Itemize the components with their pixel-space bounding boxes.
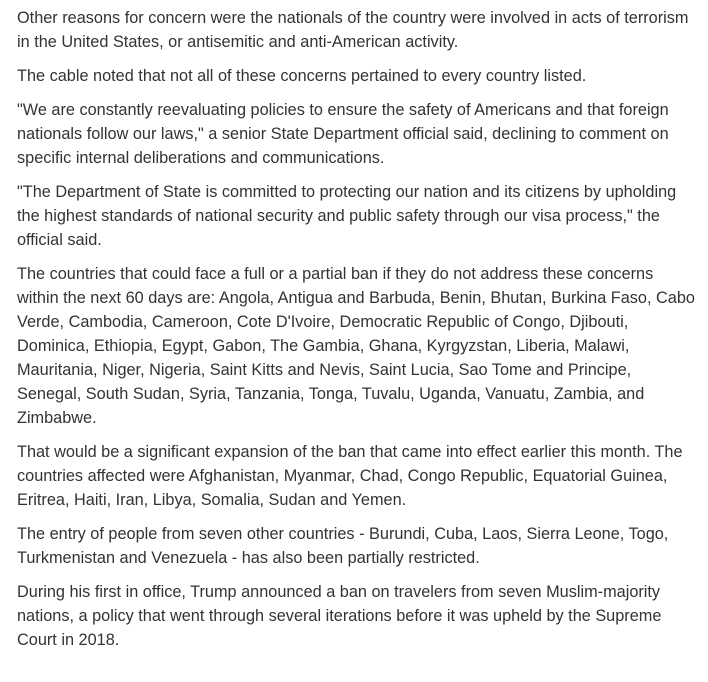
paragraph-partial-restrictions: The entry of people from seven other countries - Burundi, Cuba, Laos, Sierra Leone, Togo, Turkmenistan and Venezuela - has also been partially restricted. (17, 525, 669, 567)
paragraph-concern-reasons: Other reasons for concern were the nationals of the country were involved in acts of terrorism in the United States, or antisemitic and anti-American activity. (17, 9, 689, 51)
paragraph-country-list: The countries that could face a full or a partial ban if they do not address these concerns within the next 60 days are: Angola, Antigua and Barbuda, Benin, Bhutan, Burkina Faso, Cabo Verde, Cambodia, Cameroon, Cote D'Ivoire, Democratic Republic of Congo, Djibouti, Dominica, Ethiopia, Egypt, Gabon, The Gambia, Ghana, Kyrgyzstan, Liberia, Malawi, Mauritania, Niger, Nigeria, Saint Kitts and Nevis, Saint Lucia, Sao Tome and Principe, Senegal, South Sudan, Syria, Tanzania, Tonga, Tuvalu, Uganda, Vanuatu, Zambia, and Zimbabwe. (17, 265, 695, 427)
paragraph-first-term-ban: During his first in office, Trump announced a ban on travelers from seven Muslim-majority nations, a policy that went through several iterations before it was upheld by the Supreme Court in 2018. (17, 583, 662, 649)
paragraph-cable-note: The cable noted that not all of these concerns pertained to every country listed. (17, 67, 587, 85)
paragraph-ban-expansion: That would be a significant expansion of the ban that came into effect earlier this month. The countries affected were Afghanistan, Myanmar, Chad, Congo Republic, Equatorial Guinea, Eritrea, Haiti, Iran, Libya, Somalia, Sudan and Yemen. (17, 443, 683, 509)
paragraph-official-quote: "We are constantly reevaluating policies to ensure the safety of Americans and that foreign nationals follow our laws," a senior State Department official said, declining to comment on specific internal deliberations and communications. (17, 101, 669, 167)
paragraph-department-quote: "The Department of State is committed to protecting our nation and its citizens by upholding the highest standards of national security and public safety through our visa process," the official said. (17, 183, 677, 249)
